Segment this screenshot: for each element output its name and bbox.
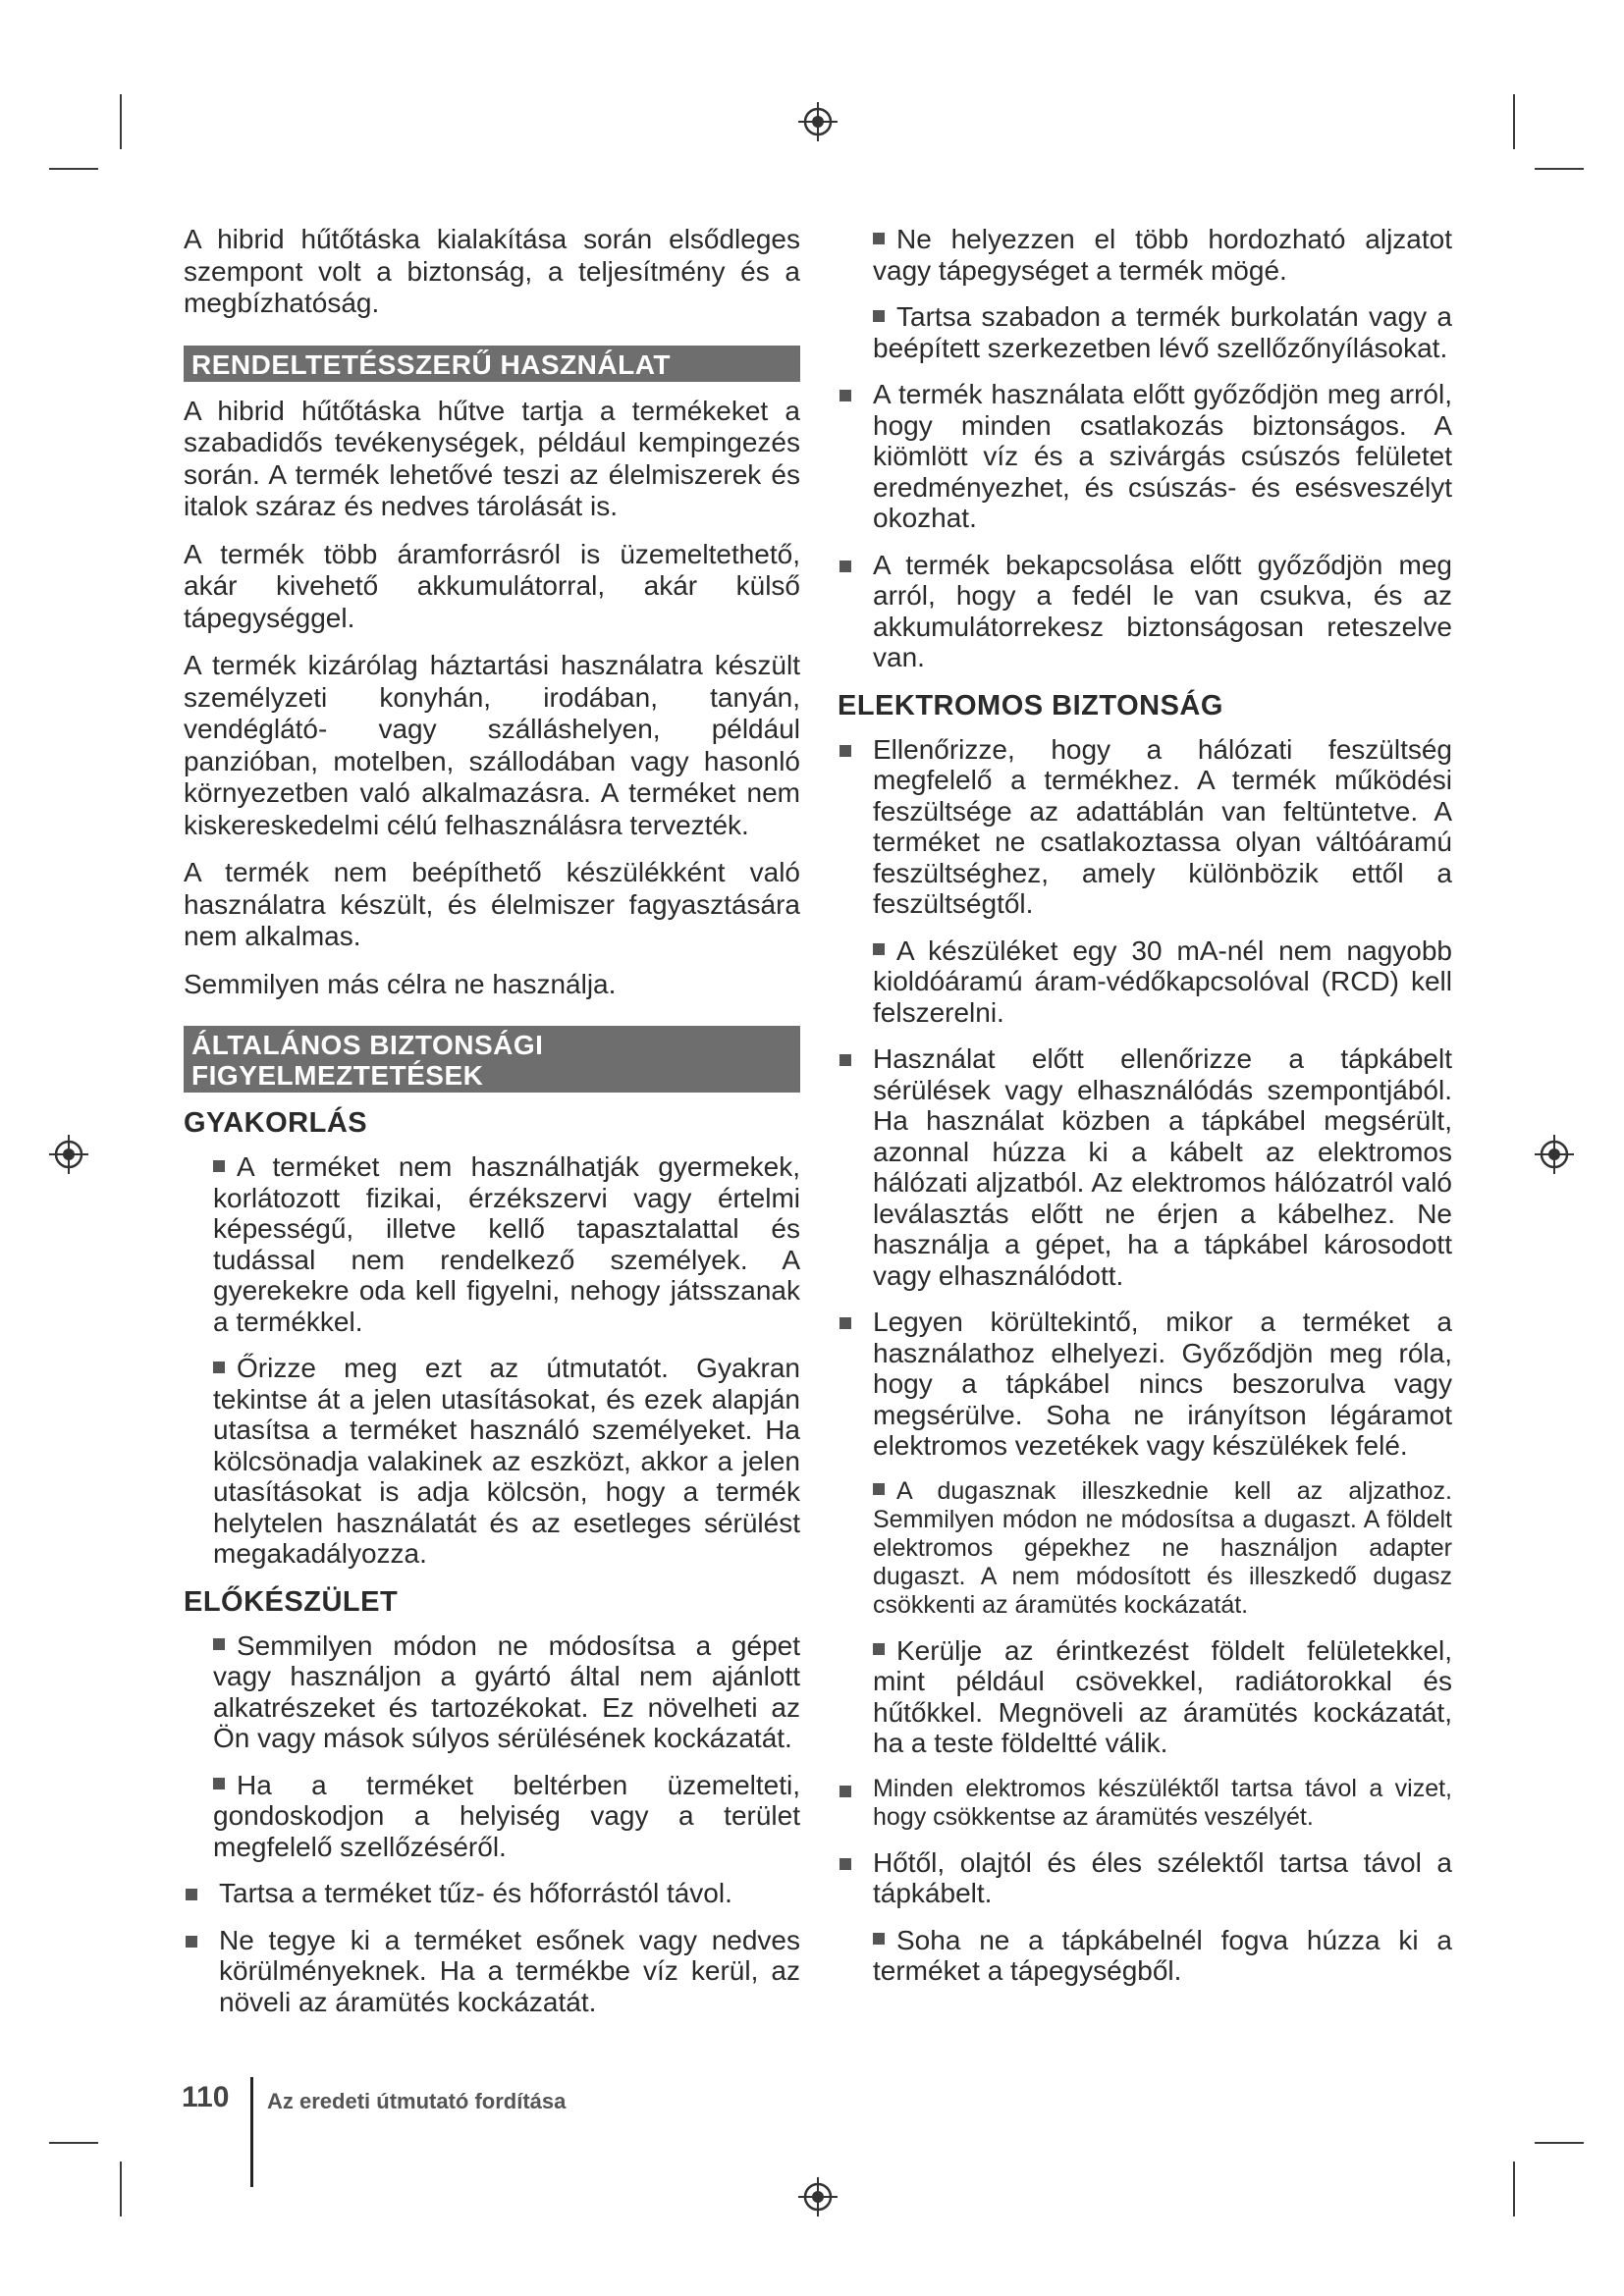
section-heading-general-safety bbox=[184, 1026, 800, 1093]
page-number: 110 bbox=[182, 2081, 230, 2113]
list-item: Őrizze meg ezt az útmutatót. Gyakran tekintse át a jelen utasításokat, és ezek alapján utasítsa a terméket használó személyeket. Ha kölcsönadja valakinek az eszközt, akkor a jelen utasításokat is adja kölcsön, hogy a termék helytelen használatát és az esetleges sérülést megakadályozza. bbox=[213, 1353, 800, 1569]
paragraph: A termék több áramforrásról is üzemeltethető, akár kivehető akkumulátorral, akár külső tápegységgel. bbox=[184, 538, 800, 633]
bullet-square-icon bbox=[873, 1933, 885, 1945]
bullet-square-icon bbox=[213, 1362, 225, 1373]
footer-divider bbox=[250, 2077, 253, 2187]
crop-mark bbox=[1513, 94, 1515, 149]
heading-line: FIGYELMEZTETÉSEK bbox=[191, 1060, 484, 1091]
bullet-square-icon bbox=[873, 1483, 885, 1495]
list-item: Használat előtt ellenőrizze a tápkábelt sérülések vagy elhasználódás szempontjából. Ha használat közben a tápkábel megsérült, azonnal húzza ki a kábelt az elektromos hálózati aljzatból. Az elektromos hálózatról való leválasztás előtt ne érjen a kábelhez. Ne használja a gépet, ha a tápkábel károsodott vagy elhasználódott. bbox=[838, 1043, 1452, 1291]
registration-mark-icon bbox=[796, 100, 839, 143]
list-item: Ha a terméket beltérben üzemelteti, gondoskodjon a helyiség vagy a terület megfelelő szellőzéséről. bbox=[213, 1769, 800, 1862]
bullet-square-icon bbox=[839, 390, 851, 401]
footer-text: Az eredeti útmutató fordítása bbox=[267, 2089, 567, 2113]
bullet-square-icon bbox=[839, 1858, 851, 1870]
paragraph: A termék kizárólag háztartási használatra készült személyzeti konyhán, irodában, tanyán, vendéglátó- vagy szálláshelyen, például panzióban, motelben, szállodában vagy hasonló környezetben való alkalmazásra. A terméket nem kiskereskedelmi célú felhasználásra tervezték. bbox=[184, 650, 800, 840]
list-item: Minden elektromos készüléktől tartsa távol a vizet, hogy csökkentse az áramütés veszélyét. bbox=[838, 1775, 1452, 1832]
right-column bbox=[838, 224, 1452, 2002]
list-item: A termék bekapcsolása előtt győződjön meg arról, hogy a fedél le van csukva, és az akkumulátorrekesz biztonságosan reteszelve van. bbox=[838, 550, 1452, 673]
bullet-square-icon bbox=[839, 1054, 851, 1066]
bullet-square-icon bbox=[213, 1638, 225, 1650]
bullet-square-icon bbox=[873, 1643, 885, 1655]
bullet-square-icon bbox=[839, 1786, 851, 1797]
registration-mark-icon bbox=[47, 1133, 90, 1176]
subheading-practice: GYAKORLÁS bbox=[184, 1107, 368, 1139]
list-item: Soha ne a tápkábelnél fogva húzza ki a terméket a tápegységből. bbox=[873, 1924, 1452, 1986]
list-item: Ne helyezzen el több hordozható aljzatot vagy tápegységet a termék mögé. bbox=[873, 224, 1452, 286]
crop-mark bbox=[1535, 168, 1584, 170]
crop-mark bbox=[120, 2162, 122, 2216]
bullet-square-icon bbox=[213, 1778, 225, 1789]
heading-line: ÁLTALÁNOS BIZTONSÁGI bbox=[191, 1030, 544, 1060]
list-item: A készüléket egy 30 mA-nél nem nagyobb kioldóáramú áram-védőkapcsolóval (RCD) kell felszerelni. bbox=[873, 934, 1452, 1028]
bullet-square-icon bbox=[213, 1160, 225, 1172]
crop-mark bbox=[120, 94, 122, 149]
bullet-square-icon bbox=[873, 943, 885, 955]
registration-mark-icon bbox=[796, 2175, 839, 2218]
paragraph: Semmilyen más célra ne használja. bbox=[184, 968, 617, 999]
section-heading-intended-use: RENDELTETÉSSZERŰ HASZNÁLAT bbox=[184, 346, 800, 382]
crop-mark bbox=[1513, 2162, 1515, 2216]
list-item: Hőtől, olajtól és éles szélektől tartsa távol a tápkábelt. bbox=[838, 1847, 1452, 1909]
list-item: Kerülje az érintkezést földelt felületekkel, mint például csövekkel, radiátorokkal és hűtőkkel. Megnöveli az áramütés kockázatát, ha a teste földeltté válik. bbox=[873, 1634, 1452, 1758]
bullet-square-icon bbox=[873, 310, 885, 322]
bullet-square-icon bbox=[873, 233, 885, 244]
bullet-square-icon bbox=[839, 561, 851, 572]
list-item: Ellenőrizze, hogy a hálózati feszültség megfelelő a termékhez. A termék működési feszültsége az adattáblán van feltüntetve. A terméket ne csatlakoztassa olyan váltóáramú feszültséghez, amely különbözik ettől a feszültségtől. bbox=[838, 734, 1452, 920]
list-item: A termék használata előtt győződjön meg arról, hogy minden csatlakozás biztonságos. A kiömlött víz és a szivárgás csúszós felületet eredményezhet, és csúszás- és esésveszélyt okozhat. bbox=[838, 379, 1452, 534]
bullet-square-icon bbox=[186, 1936, 197, 1948]
list-item: Tartsa a terméket tűz- és hőforrástól távol. bbox=[184, 1878, 800, 1909]
paragraph: A hibrid hűtőtáska hűtve tartja a termékeket a szabadidős tevékenységek, például kempingezés során. A termék lehetővé teszi az élelmiszerek és italok száraz és nedves tárolását is. bbox=[184, 395, 800, 521]
list-item: A dugasznak illeszkednie kell az aljzathoz. Semmilyen módon ne módosítsa a dugaszt. A földelt elektromos gépekhez ne használjon adapter dugaszt. A nem módosított és illeszkedő dugasz csökkenti az áramütés kockázatát. bbox=[873, 1476, 1452, 1619]
registration-mark-icon bbox=[1533, 1133, 1576, 1176]
list-item: Legyen körültekintő, mikor a terméket a használathoz elhelyezi. Győződjön meg róla, hogy a tápkábel nincs beszorulva vagy megsérülve. Soha ne irányítson légáramot elektromos vezetékek vagy készülékek felé. bbox=[838, 1307, 1452, 1462]
list-item: A terméket nem használhatják gyermekek, korlátozott fizikai, érzékszervi vagy értelmi képességű, illetve kellő tapasztalattal és tudással nem rendelkező személyek. A gyerekekre oda kell figyelni, nehogy játsszanak a termékkel. bbox=[213, 1151, 800, 1337]
list-item: Ne tegye ki a terméket esőnek vagy nedves körülményeknek. Ha a termékbe víz kerül, az növeli az áramütés kockázatát. bbox=[184, 1925, 800, 2018]
crop-mark bbox=[49, 2142, 98, 2144]
paragraph: A termék nem beépíthető készülékként való használatra készült, és élelmiszer fagyasztására nem alkalmas. bbox=[184, 857, 800, 951]
crop-mark bbox=[49, 168, 98, 170]
bullet-square-icon bbox=[186, 1889, 197, 1900]
bullet-square-icon bbox=[839, 745, 851, 757]
list-item: Semmilyen módon ne módosítsa a gépet vagy használjon a gyártó által nem ajánlott alkatrészeket és tartozékokat. Ez növelheti az Ön vagy mások súlyos sérülésének kockázatát. bbox=[213, 1629, 800, 1753]
subheading-precautions: ELŐKÉSZÜLET bbox=[184, 1585, 399, 1618]
bullet-square-icon bbox=[839, 1317, 851, 1329]
subheading-electrical-safety: ELEKTROMOS BIZTONSÁG bbox=[838, 689, 1223, 721]
left-column bbox=[184, 224, 800, 2033]
list-item: Tartsa szabadon a termék burkolatán vagy a beépített szerkezetben lévő szellőzőnyílásokat. bbox=[873, 301, 1452, 363]
intro-paragraph: A hibrid hűtőtáska kialakítása során elsődleges szempont volt a biztonság, a teljesítmény és a megbízhatóság. bbox=[184, 224, 800, 318]
crop-mark bbox=[1535, 2142, 1584, 2144]
